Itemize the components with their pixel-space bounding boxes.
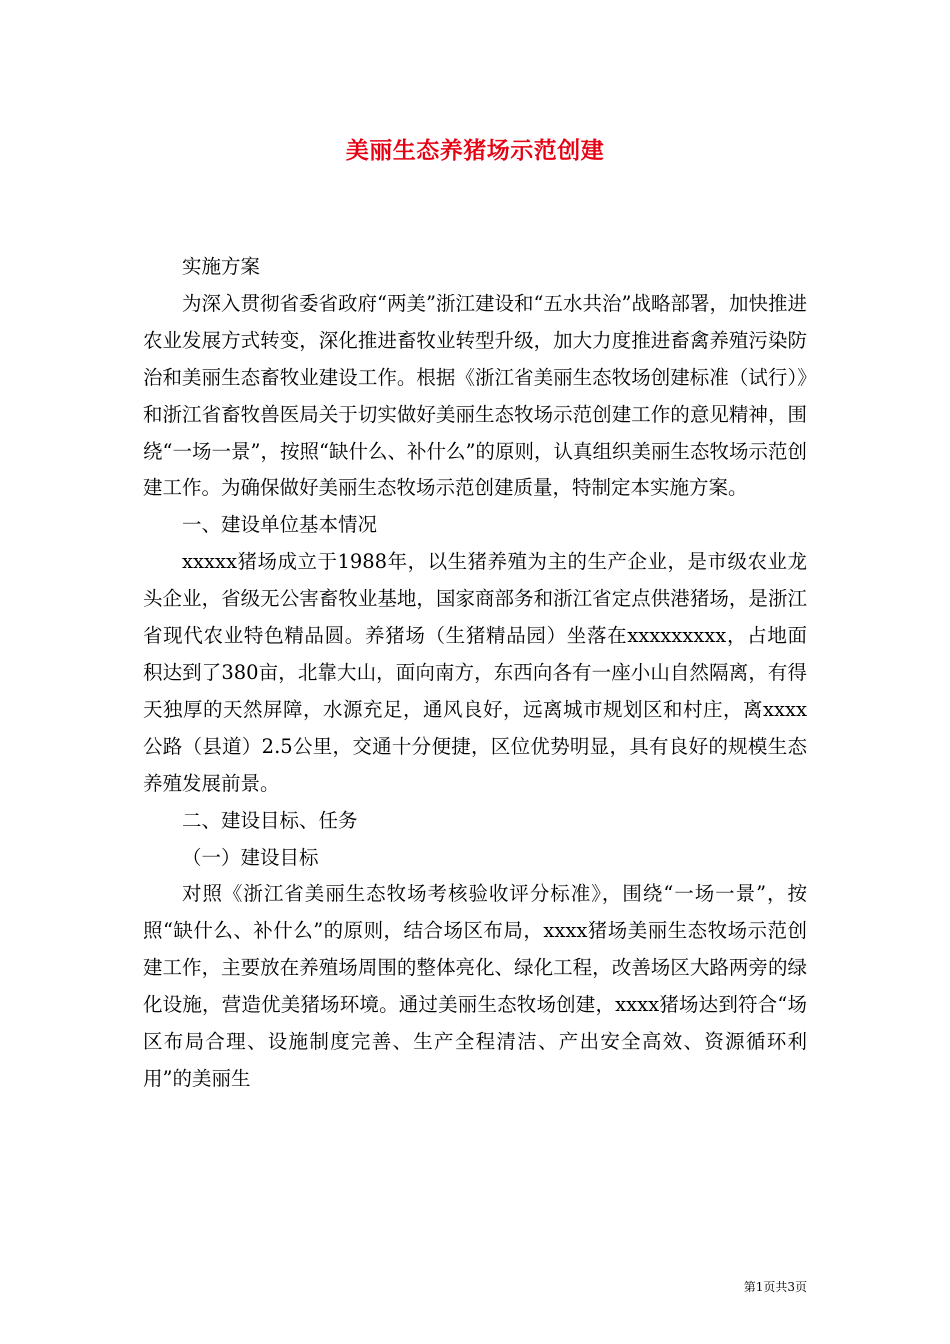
paragraph-basic-info: xxxxx猪场成立于1988年，以生猪养殖为主的生产企业，是市级农业龙头企业，省级无公害畜牧业基地，国家商部务和浙江省定点供港猪场，是浙江省现代农业特色精品圆。养猪场（生猪精品园）坐落在xxxxxxxxx，占地面积达到了380亩，北靠大山，面向南方，东西向各有一座小山自然隔离，有得天独厚的天然屏障，水源充足，通风良好，远离城市规划区和村庄，离xxxx公路（县道）2.5公里，交通十分便捷，区位优势明显，具有良好的规模生态养殖发展前景。 (143, 550, 807, 795)
subsection-heading-1: （一）建设目标 (182, 845, 319, 869)
paragraph-subtitle: 实施方案 (182, 255, 261, 278)
paragraph-goals: 对照《浙江省美丽生态牧场考核验收评分标准》，围绕“一场一景”，按照“缺什么、补什么”的原则，结合场区布局，xxxx猪场美丽生态牧场示范创建工作，主要放在养殖场周围的整体亮化、绿化工程，改善场区大路两旁的绿化设施，营造优美猪场环境。通过美丽生态牧场创建，xxxx猪场达到符合“场区布局合理、设施制度完善、生产全程清洁、产出安全高效、资源循环利用”的美丽生 (143, 882, 807, 1090)
document-body (143, 249, 807, 1098)
document-title: 美丽生态养猪场示范创建 (345, 137, 605, 164)
section-heading-2: 二、建设目标、任务 (182, 808, 358, 832)
section-heading-1: 一、建设单位基本情况 (182, 513, 378, 537)
paragraph-intro: 为深入贯彻省委省政府“两美”浙江建设和“五水共治”战略部署，加快推进农业发展方式转变，深化推进畜牧业转型升级，加大力度推进畜禽养殖污染防治和美丽生态畜牧业建设工作。根据《浙江省美丽生态牧场创建标准（试行）》和浙江省畜牧兽医局关于切实做好美丽生态牧场示范创建工作的意见精神，围绕“一场一景”，按照“缺什么、补什么”的原则，认真组织美丽生态牧场示范创建工作。为确保做好美丽生态牧场示范创建质量，特制定本实施方案。 (143, 291, 807, 500)
page-indicator: 第1页共3页 (743, 1280, 807, 1294)
